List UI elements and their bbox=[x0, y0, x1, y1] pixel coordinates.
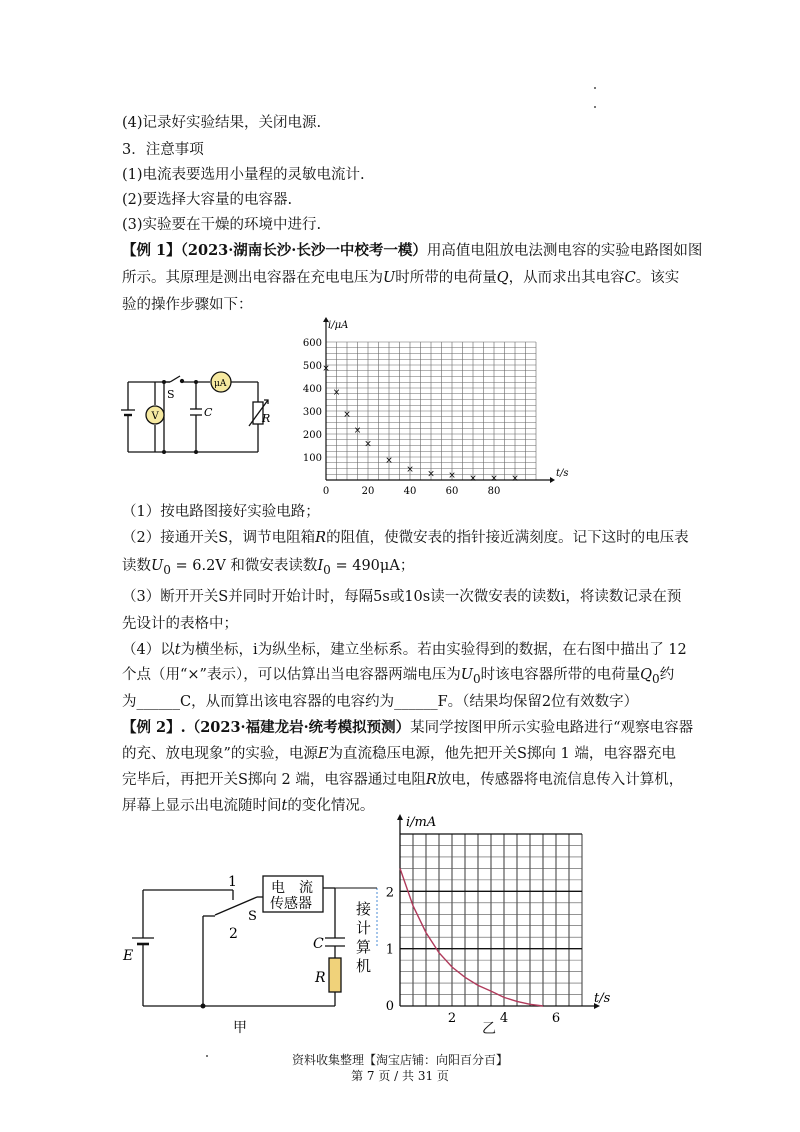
notes-heading: 3．注意事项 bbox=[122, 142, 204, 158]
x-axis-arrow bbox=[550, 477, 555, 483]
chart1-current-vs-time bbox=[296, 318, 569, 498]
var-t: t bbox=[281, 798, 288, 814]
microammeter-label: μA bbox=[214, 379, 227, 389]
y-axis-arrow bbox=[397, 814, 403, 820]
text: 约 bbox=[659, 667, 675, 683]
example2-source: （2023·福建龙岩·统考模拟预测） bbox=[185, 719, 411, 736]
origin-label: 0 bbox=[385, 999, 394, 1014]
computer-label-4: 机 bbox=[356, 957, 372, 975]
data-point: × bbox=[448, 470, 456, 481]
text: 所示。其原理是测出电容器在充电电压为 bbox=[122, 270, 383, 286]
caption-yi: 乙 bbox=[482, 1021, 496, 1037]
figure2-circuit bbox=[115, 860, 385, 1040]
data-point: × bbox=[511, 474, 519, 485]
text: （4）以 bbox=[122, 642, 175, 658]
decor-dot bbox=[594, 106, 596, 108]
x-axis-label: t/s bbox=[556, 468, 569, 479]
example2-line1 bbox=[122, 718, 693, 738]
var-c: C bbox=[624, 270, 636, 286]
footer-shop-line: 资料收集整理【淘宝店铺：向阳百分百】 bbox=[291, 1053, 508, 1067]
example1-q2-line1 bbox=[122, 528, 689, 548]
text: 个点（用“×”表示），可以估算出当电容器两端电压为 bbox=[122, 667, 461, 683]
decor-dot bbox=[206, 1055, 208, 1057]
u0-value: = 6.2V bbox=[170, 558, 226, 574]
data-point: × bbox=[469, 474, 477, 485]
y-tick-label: 600 bbox=[302, 338, 322, 349]
data-point: × bbox=[385, 455, 393, 466]
footer-page-number: 第 7 页 / 共 31 页 bbox=[351, 1069, 449, 1083]
x-tick-label: 2 bbox=[447, 1011, 457, 1026]
data-point: × bbox=[427, 469, 435, 480]
var-i0: I bbox=[317, 558, 324, 574]
circuit1-label-s: S bbox=[167, 388, 175, 401]
x-tick-label: 80 bbox=[487, 486, 501, 497]
x-tick-label: 60 bbox=[445, 486, 459, 497]
data-point: × bbox=[406, 465, 414, 475]
var-r: R bbox=[315, 530, 327, 546]
data-point: × bbox=[353, 425, 362, 436]
y-tick-label: 200 bbox=[302, 430, 322, 441]
text: 屏幕上显示出电流随时间 bbox=[122, 798, 282, 814]
sub: 0 bbox=[323, 562, 331, 577]
example2-line2 bbox=[122, 744, 676, 764]
text: ，从而求出其电容 bbox=[508, 270, 625, 286]
data-point: × bbox=[332, 387, 341, 398]
text: 时所带的电荷量 bbox=[395, 270, 497, 286]
example1-q2-line2 bbox=[122, 556, 414, 580]
computer-label-1: 接 bbox=[356, 900, 372, 918]
y-axis-label: i/μA bbox=[328, 320, 349, 331]
note-3: (3)实验要在干燥的环境中进行. bbox=[122, 217, 322, 233]
y-tick-label: 300 bbox=[302, 407, 322, 418]
text: （2）接通开关S，调节电阻箱 bbox=[122, 530, 316, 546]
x-tick-label: 4 bbox=[499, 1011, 509, 1026]
sub: 0 bbox=[652, 671, 660, 686]
x-tick-label: 6 bbox=[551, 1011, 561, 1026]
x-axis-label: t/s bbox=[594, 991, 611, 1006]
switch-pos-2-label: 2 bbox=[229, 926, 238, 942]
example2-tag: 【例 2】 bbox=[122, 719, 181, 736]
example1-line2 bbox=[122, 268, 679, 288]
switch-pos-1-label: 1 bbox=[228, 874, 237, 890]
voltmeter-label: V bbox=[151, 411, 159, 422]
resistor-r-label: R bbox=[315, 970, 326, 986]
text: 读数 bbox=[122, 558, 151, 574]
example1-q3-line1: （3）断开开关S并同时开始计时，每隔5s或10s读一次微安表的读数i，将读数记录在预 bbox=[122, 589, 682, 605]
text: 的充、放电现象”的实验，电源 bbox=[122, 746, 318, 762]
y-axis-label: i/mA bbox=[406, 815, 437, 830]
example2-line3 bbox=[122, 770, 683, 790]
x-tick-label: 40 bbox=[403, 486, 417, 497]
text: 和微安表读数 bbox=[225, 558, 318, 574]
capacitor-c-label: C bbox=[313, 936, 324, 952]
y-tick-label: 500 bbox=[302, 361, 322, 372]
sensor-label-line2: 传感器 bbox=[270, 896, 312, 912]
var-q: Q bbox=[496, 270, 509, 286]
step-4: (4)记录好实验结果，关闭电源. bbox=[122, 115, 322, 131]
data-point: × bbox=[490, 474, 498, 485]
var-r: R bbox=[425, 772, 437, 788]
var-t: t bbox=[174, 642, 181, 658]
text: ； bbox=[399, 558, 415, 574]
example1-q3-line2: 先设计的表格中； bbox=[122, 616, 238, 632]
data-point: × bbox=[322, 363, 330, 374]
x-tick-label: 0 bbox=[322, 486, 330, 497]
data-point: × bbox=[364, 439, 372, 450]
y-tick-label: 400 bbox=[302, 384, 322, 395]
circuit1-label-c: C bbox=[204, 406, 213, 419]
chart2-current-vs-time bbox=[376, 815, 616, 1044]
example1-intro-a: 用高值电阻放电法测电容的实验电路图如图 bbox=[426, 243, 703, 259]
example1-line1 bbox=[122, 241, 702, 261]
var-u0: U bbox=[460, 667, 473, 683]
var-u: U bbox=[383, 270, 396, 286]
var-q0: Q bbox=[640, 667, 653, 683]
note-2: (2)要选择大容量的电容器. bbox=[122, 192, 293, 208]
y-tick-label: 100 bbox=[302, 453, 322, 464]
y-tick-label: 2 bbox=[385, 885, 394, 901]
sensor-label-line1: 电 流 bbox=[271, 880, 313, 896]
example1-q1: （1）按电路图接好实验电路； bbox=[122, 504, 320, 520]
caption-jia: 甲 bbox=[233, 1020, 247, 1036]
text: 的阻值，使微安表的指针接近满刻度。记下这时的电压表 bbox=[326, 530, 689, 546]
text: 时该电容器所带的电荷量 bbox=[480, 667, 641, 683]
text: 某同学按图甲所示实验电路进行“观察电容器 bbox=[410, 720, 694, 736]
i0-value: = 490μA bbox=[330, 558, 400, 574]
example1-tag: 【例 1】 bbox=[122, 242, 181, 259]
text: 的变化情况。 bbox=[287, 798, 375, 814]
example1-q4-line2 bbox=[122, 665, 674, 689]
sub: 0 bbox=[163, 562, 171, 577]
example2-line4 bbox=[122, 796, 374, 816]
text: 放电，传感器将电流信息传入计算机， bbox=[436, 772, 684, 788]
y-tick-label: 1 bbox=[385, 942, 394, 958]
example1-q4-line1 bbox=[122, 640, 687, 660]
text: 。该实 bbox=[635, 270, 680, 286]
sub: 0 bbox=[472, 671, 481, 686]
example1-q4-line3: 为______C，从而算出该电容器的电容约为______F。（结果均保留2位有效数字） bbox=[122, 694, 639, 710]
computer-label-2: 计 bbox=[356, 919, 372, 937]
var-u0: U bbox=[151, 558, 164, 574]
text: 完毕后，再把开关S掷向 2 端，电容器通过电阻 bbox=[122, 772, 426, 788]
figure1-circuit bbox=[118, 360, 278, 460]
source-e-label: E bbox=[123, 948, 134, 964]
text: 为横坐标，i为纵坐标，建立坐标系。若由实验得到的数据，在右图中描出了 12 bbox=[180, 642, 687, 658]
example1-source: （2023·湖南长沙·长沙一中校考一模） bbox=[180, 242, 427, 259]
data-point: × bbox=[343, 409, 351, 420]
switch-label: S bbox=[248, 909, 257, 924]
note-1: (1)电流表要选用小量程的灵敏电流计. bbox=[122, 167, 365, 183]
x-tick-label: 20 bbox=[361, 486, 375, 497]
text: 为直流稳压电源，他先把开关S掷向 1 端，电容器充电 bbox=[328, 746, 676, 762]
decor-dot bbox=[594, 87, 596, 89]
example1-line3: 验的操作步骤如下： bbox=[122, 297, 253, 313]
separator: . bbox=[180, 719, 186, 736]
var-e: E bbox=[317, 746, 329, 762]
circuit1-label-r: R bbox=[262, 412, 271, 425]
computer-label-3: 算 bbox=[356, 938, 372, 956]
